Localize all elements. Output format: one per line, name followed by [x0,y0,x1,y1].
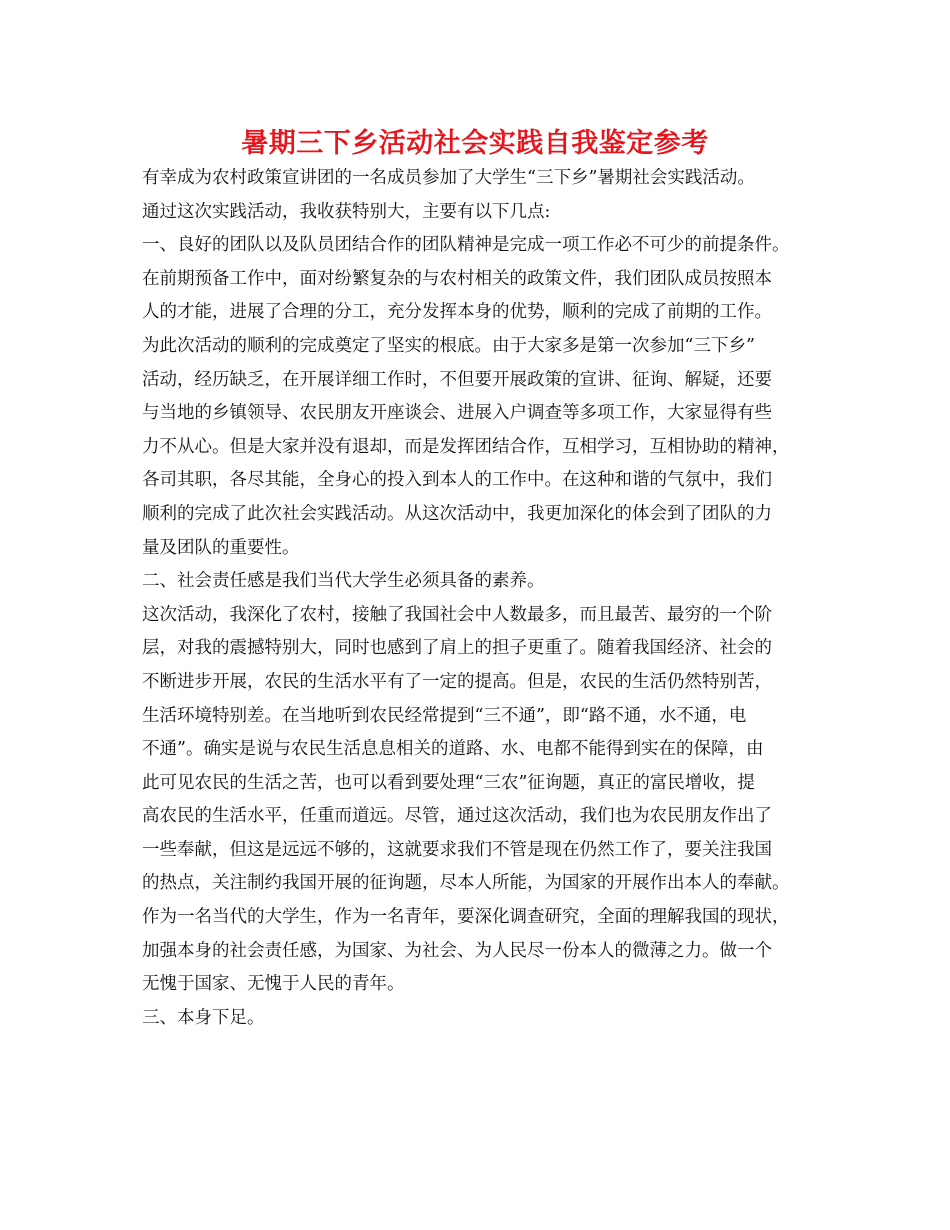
text-line: 这次活动，我深化了农村，接触了我国社会中人数最多，而且最苦、最穷的一个阶 [142,604,772,625]
text-line: 在前期预备工作中，面对纷繁复杂的与农村相关的政策文件，我们团队成员按照本 [142,268,772,289]
text-line: 不断进步开展，农民的生活水平有了一定的提高。但是，农民的生活仍然特别苦， [142,671,772,692]
text-line: 通过这次实践活动，我收获特别大，主要有以下几点: [142,201,551,222]
text-line: 顺利的完成了此次社会实践活动。从这次活动中，我更加深化的体会到了团队的力 [142,503,772,524]
text-line: 加强本身的社会责任感，为国家、为社会、为人民尽一份本人的微薄之力。做一个 [142,940,772,961]
text-line: 高农民的生活水平，任重而道远。尽管，通过这次活动，我们也为农民朋友作出了 [142,806,772,827]
text-line: 三、本身下足。 [142,1007,265,1028]
document-body [142,162,842,1035]
text-line: 人的才能，进展了合理的分工，充分发挥本身的优势，顺利的完成了前期的工作。 [142,302,772,323]
document-title: 暑期三下乡活动社会实践自我鉴定参考 [241,128,709,159]
text-line: 一、良好的团队以及队员团结合作的团队精神是完成一项工作必不可少的前提条件。 [142,235,790,256]
text-line: 力不从心。但是大家并没有退却，而是发挥团结合作，互相学习，互相协助的精神， [142,436,790,457]
text-line: 活动，经历缺乏，在开展详细工作时，不但要开展政策的宣讲、征询、解疑，还要 [142,369,772,390]
text-line: 一些奉献，但这是远远不够的，这就要求我们不管是现在仍然工作了，要关注我国 [142,839,772,860]
text-line: 各司其职，各尽其能，全身心的投入到本人的工作中。在这种和谐的气氛中，我们 [142,470,772,491]
text-line: 层，对我的震撼特别大，同时也感到了肩上的担子更重了。随着我国经济、社会的 [142,638,772,659]
text-line: 作为一名当代的大学生，作为一名青年，要深化调查研究，全面的理解我国的现状， [142,907,790,928]
text-line: 的热点，关注制约我国开展的征询题，尽本人所能，为国家的开展作出本人的奉献。 [142,873,790,894]
text-line: 有幸成为农村政策宣讲团的一名成员参加了大学生“三下乡”暑期社会实践活动。 [142,168,755,188]
text-line: 量及团队的重要性。 [142,537,300,558]
text-line: 此可见农民的生活之苦，也可以看到要处理“三农”征询题，真正的富民增收，提 [142,772,755,793]
text-line: 为此次活动的顺利的完成奠定了坚实的根底。由于大家多是第一次参加“三下乡” [142,335,755,356]
text-line: 不通”。确实是说与农民生活息息相关的道路、水、电都不能得到实在的保障，由 [142,739,764,760]
text-line: 二、社会责任感是我们当代大学生必须具备的素养。 [142,571,545,592]
text-line: 无愧于国家、无愧于人民的青年。 [142,974,405,995]
text-line: 与当地的乡镇领导、农民朋友开座谈会、进展入户调查等多项工作，大家显得有些 [142,403,772,424]
text-line: 生活环境特别差。在当地听到农民经常提到“三不通”，即“路不通，水不通，电 [142,705,747,726]
